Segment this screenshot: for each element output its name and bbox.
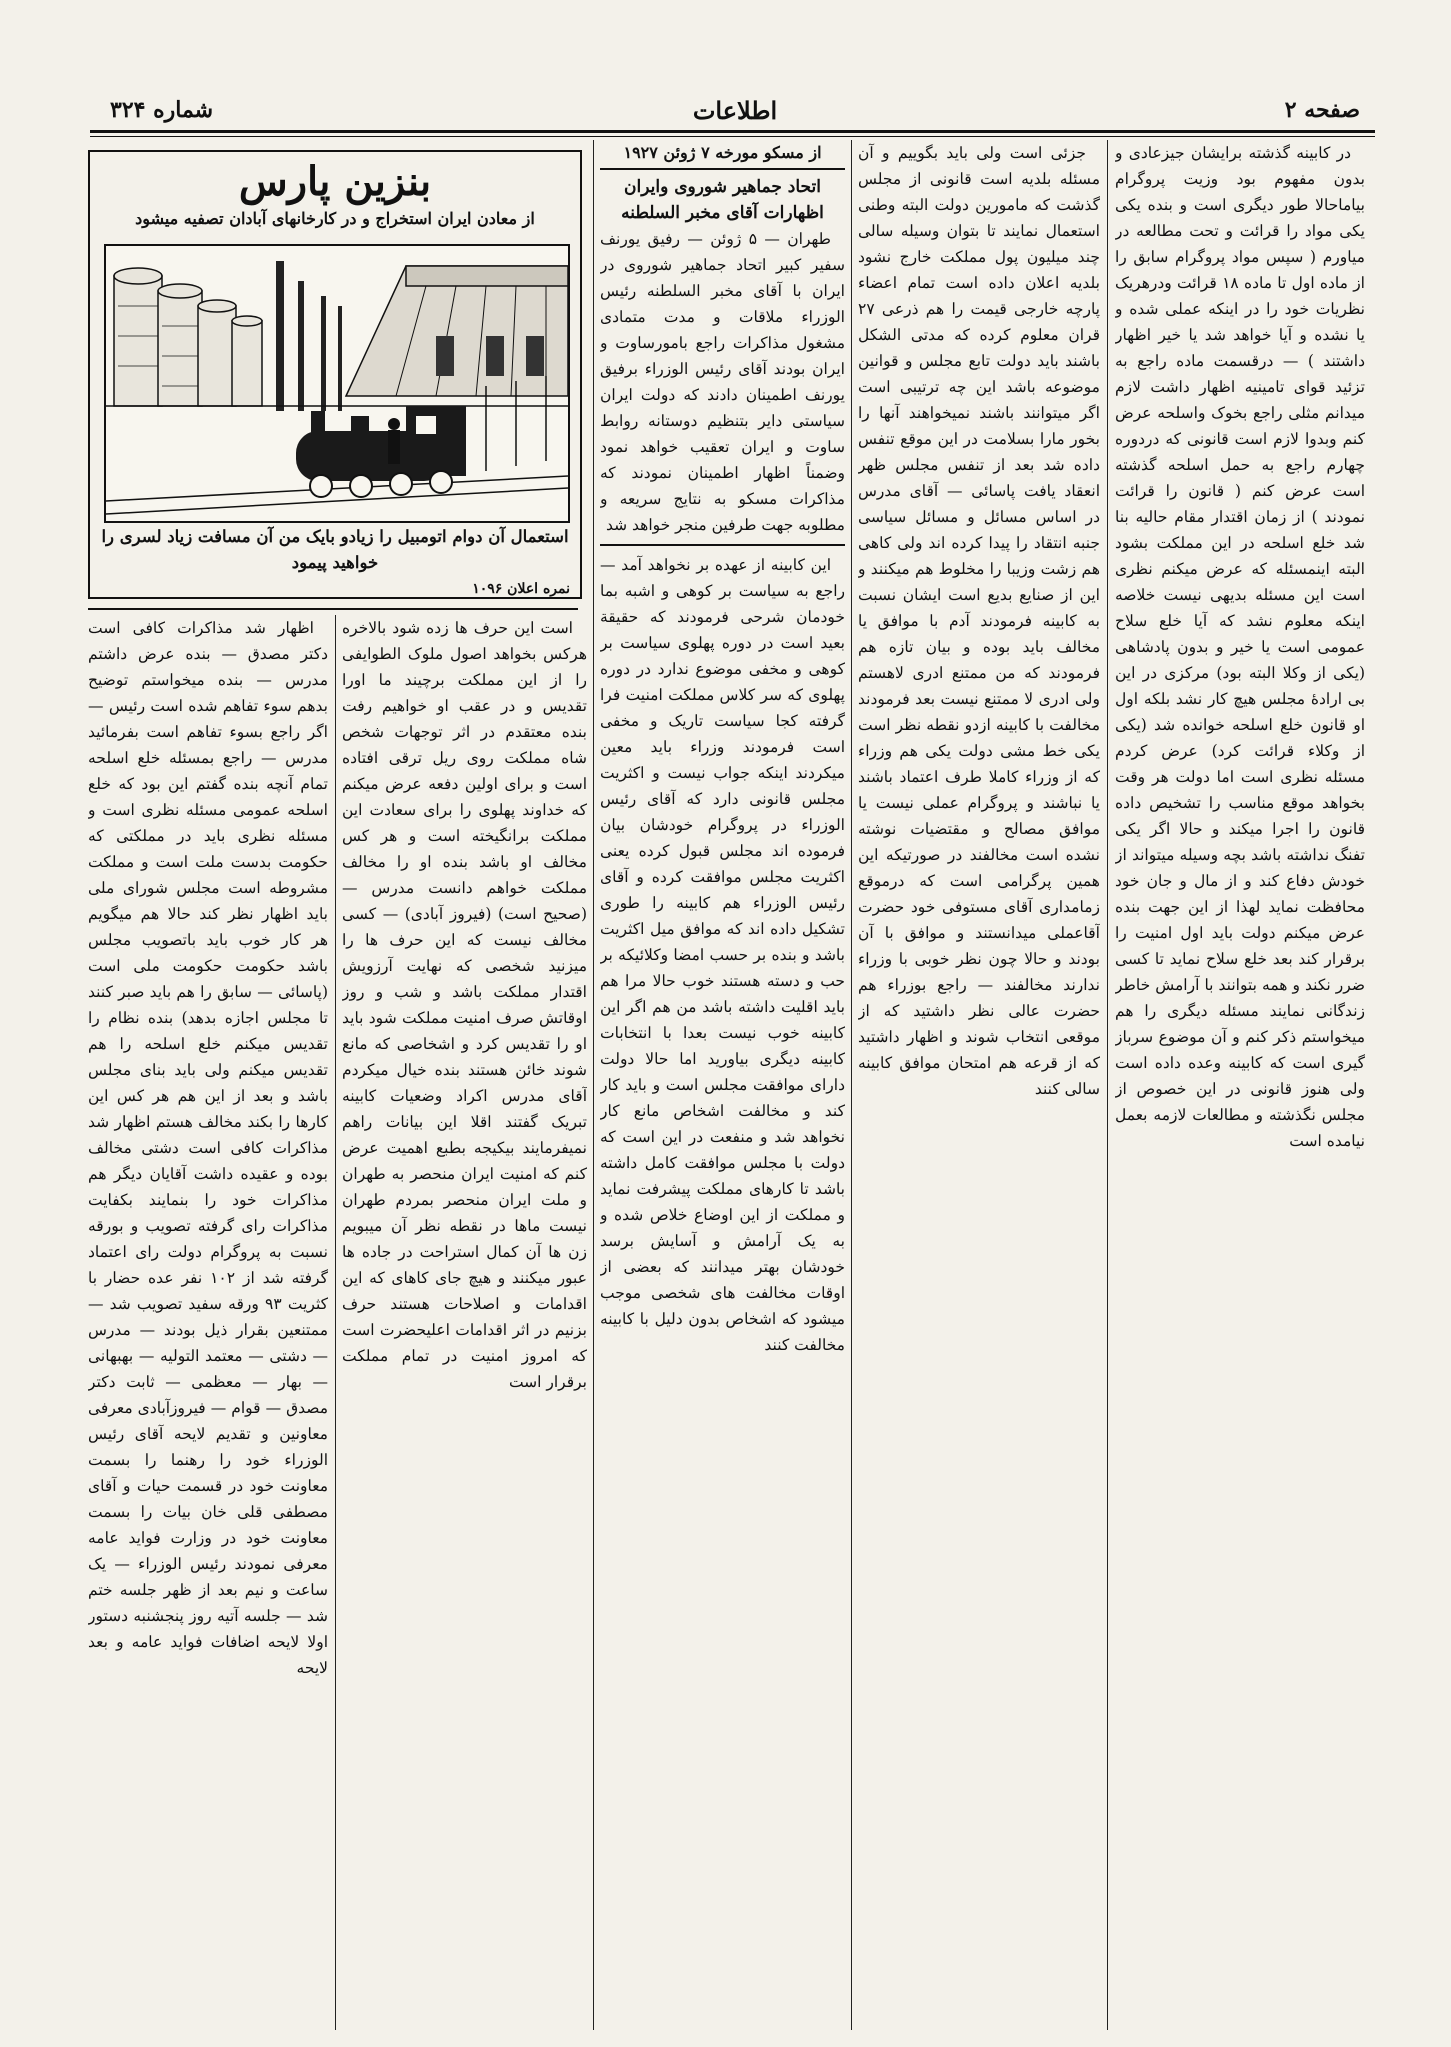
column-text: این کابینه از عهده بر نخواهد آمد — راجع به سیاست بر کوهی و اشبه بما خودمان شرحی فرمودند که حقیقة بعید است در دوره پهلوی سیاست بر کوهی و مخفی موضوع ندارد در دوره پهلوی که سر کلاس مملکت امنیت فرا گرفته کجا سیاست تاریک و مخفی است فرمودند وزراء باید معین میکردند اینکه جواب نیست و اکثریت مجلس قانونی دارد که آقای رئیس الوزراء در پروگرام خودشان بیان فرموده اند مجلس قبول کرده یعنی اکثریت مجلس موافقت کرده و آقای رئیس الوزراء هم کابینه را طوری تشکیل داده اند که موافق میل اکثریت باشد و بنده بر حسب امضا وکلائیکه بر حب و دسته هستند خوب حالا مرا هم باید اقلیت داشته باشد من هم اگر این کابینه خوب نیست بعدا با انتخابات کابینه دیگری بیاورید اما حالا دولت دارای موافقت مجلس است و باید کار کند و مخالفت اشخاص مانع کار نخواهد شد و منفعت در این است که دولت با مجلس موافقت کامل داشته باشد تا کارهای مملکت پیشرفت نماید و مملکت از این اوضاع خلاص شده و به یک آرامش و آسایش برسد خودشان بهتر میدانند که بعضی از اوقات مخالفت های شخصی موجب میشود که اشخاص بدون دلیل با کابینه مخالفت کنند — [600, 556, 845, 1354]
column-rule — [593, 140, 594, 2030]
article-column-2 — [858, 140, 1100, 2030]
ad-number-line — [100, 576, 570, 602]
column-rule — [335, 615, 336, 2030]
ad-title: بنزین پارس — [238, 158, 432, 205]
issue-number: شماره ۳۲۴ — [110, 97, 214, 123]
refinery-illustration — [104, 244, 570, 523]
petrol-advertisement — [88, 150, 582, 599]
ad-caption: استعمال آن دوام اتومبیل را زیادو بایک من آن مسافت زیاد لسری را خواهید پیمود — [101, 527, 569, 572]
page-number: صفحه ۲ — [1284, 97, 1360, 123]
refinery-drawing — [106, 246, 568, 521]
cable-divider — [600, 544, 845, 546]
cable-body: طهران — ۵ ژوئن — رفیق یورنف سفیر کبیر اتحاد جماهیر شوروی در ایران با آقای مخبر السلطنه رئیس الوزراء ملاقات و مدت متمادی مشغول مذاکرات راجع بامورساوت و ایران بودند آقای رئیس الوزراء برفیق یورنف اطمینان دادند که دولت ایران سیاستی دایر بتنظیم دوستانه روابط ساوت و ایران تعقیب خواهد نمود وضمناً اظهار اطمینان نمودند که مذاکرات مسکو به نتایج سریعه و مطلوبه جهت طرفین منجر خواهد شد — [600, 230, 845, 534]
column-text: اظهار شد مذاکرات کافی است دکتر مصدق — بنده عرض داشتم مدرس — بنده میخواستم توضیح بدهم سوء تفاهم شده است رئیس — اگر راجع بسوء تفاهم است بفرمائید مدرس — راجع بمسئله خلع اسلحه تمام آنچه بنده گفتم این بود که خلع اسلحه عمومی مسئله نظری است و مسئله نظری باید در مملکتی که حکومت بدست ملت است و مملکت مشروطه است مجلس شورای ملی باید اظهار نظر کند حالا هم میگویم هر کار خوب باید باتصویب مجلس باشد حکومت حکومت ملی است (پاسائی — سابق را هم باید صبر کنند تا مجلس اجازه بدهد) بنده نظام را تقدیس میکنم خلع اسلحه را هم تقدیس میکنم ولی باید بنای مجلس باشد و بعد از این هم هر کس این کارها را بکند مخالف هستم اظهار شد مذاکرات کافی است دشتی مخالف بوده و عقیده داشت آقایان دیگر هم مذاکرات خود را بنمایند بکفایت مذاکرات رای گرفته تصویب و بورقه نسبت به پروگرام دولت رای اعتماد گرفته شد از ۱۰۲ نفر عده حضار با کثریت ۹۳ ورقه سفید تصویب شد — ممتنعین بقرار ذیل بودند — مدرس — دشتی — معتمد التولیه — بهبهانی — بهار — معظمی — ثابت دکتر مصدق — قوام — فیروزآبادی معرفی معاونین و تقدیم لایحه آقای رئیس الوزراء خود را رهنما را بسمت معاونت خود در قسمت حیات و آقای مصطفی قلی خان بیات را بسمت معاونت خود در وزارت فواید عامه معرفی نمودند رئیس الوزراء — یک ساعت و نیم بعد از ظهر جلسه ختم شد — جلسه آتیه روز پنجشنبه دستور اولا لایحه اضافات فواید عامه و بعد لایحه — [88, 619, 328, 1677]
article-column-4 — [342, 615, 587, 2030]
ad-caption-block — [100, 524, 570, 602]
column-rule — [851, 140, 852, 2030]
column-text: در کابینه گذشته برایشان جیزعادی و بدون مفهوم بود وزیت پروگرام بیاماحالا طور دیگری است و بنده یکی یکی مواد را قرائت و تحت مطالعه در میاورم ( سپس مواد پروگرام سابق را از ماده اول تا ماده ۱۸ قرائت ودرهریک نظریات خود را در اینکه عملی شده و یا نشده و آیا خواهد شد یا خیر اظهار داشتند ) — درقسمت ماده راجع به تزئید قوای تامینیه اظهار داشت لازم میدانم مثلی راجع بخوک واسلحه عرض کنم وبدوا لازم است قانونی که دردوره چهارم راجع به حمل اسلحه گذشته است عرض کنم ( قانون را قرائت نمودند ) از زمان اقتدار مقام حالیه بنا شد خلع اسلحه در این مملکت بشود البته اینمسئله که عرض میکنم نظری است این مسئله بدیهی نیست خلاصه اینکه معلوم نشد که آیا خلع سلاح عمومی است یا خیر و بدون پادشاهی (یکی از وکلا البته بود) مرکزی در این بی ارادۀ مجلس هیچ کار نشد بلکه اول او قانون خلع اسلحه خوانده شد (یکی از وکلاء قرائت کرد) عرض کردم مسئله نظری است اما دولت هر وقت بخواهد موقع مناسب را تشخیص داده قانون را اجرا میکند و حالا اگر یکی تفنگ نداشته باشد بچه وسیله میتواند از خودش دفاع کند و از مال و جان خود محافظت نماید لهذا از این جهت بنده عرض میکنم دولت باید اول امنیت را برقرار کند بعد خلع سلاح نماید تا کسی ضرر نکند و همه بتوانند با آرامش خاطر زندگانی نمایند مسئله دیگری را هم میخواستم ذکر کنم و آن موضوع سرباز گیری است که کابینه وعده داده است ولی هنوز قانونی در این خصوص از مجلس نگذشته و مطالعات لازمه بعمل نیامده است — [1115, 144, 1365, 1150]
header-rule-thin — [90, 136, 1375, 137]
ad-number: نمره اعلان ۱۰۹۶ — [472, 581, 570, 597]
masthead-title: اطلاعات — [692, 95, 778, 125]
column-text: جزئی است ولی باید بگوییم و آن مسئله بلدیه است قانونی از مجلس گذشت که مامورین دولت البته وطنی استعمال نمایند تا بتوان وسیله سالی چند میلیون پول مملکت خارج نشود بلدیه اعلان داده است تمام اعضاء پارچه خارجی قیمت را هم ذرعی ۲۷ قران معلوم کرده که مدتی الشکل باشند باید دولت تابع مجلس و قوانین موضوعه باشد این چه ترتیبی است اگر میتوانند باشند نمیخواهند آنها را بخور مارا بسلامت در این موقع تنفس داده شد بعد از تنفس مجلس ظهر انعقاد یافت پاسائی — آقای مدرس در اساس مسائل و مسائل سیاسی جنبه انتقاد را پیدا کرده اند ولی کاهی هم زشت وزیبا را مخلوط هم میکنند و این از صنایع بدیع است ایشان نسبت به کابینه فرمودند آدم با موافق یا مخالف باید بوده و بیان تازه هم فرمودند که من ممتنع ادری لاهستم ولی ادری لا ممتنع نیست بعد فرمودند مخالفت با کابینه ازدو نقطه نظر است یکی خط مشی دولت یکی هم وزراء که از وزراء کاملا طرف اعتماد باشند یا نباشند و پروگرام عملی نیست یا موافق مصالح و مقتضیات نوشته نشده است مخالفند در صورتیکه این همین پرگرامی است که درموقع زمامداری آقای مستوفی خود حضرت آقاعملی میدانستند و موافق با آن بودند و حالا چون نظر خوبی با وزراء ندارند مخالفند — راجع بوزراء هم حضرت عالی نظر داشتید که از موقعی انتخاب شوند و اظهار داشتید که از قرعه هم امتحان موافق کابینه سالی کنند — [858, 144, 1100, 1098]
cable-dateline: از مسکو مورخه ۷ ژوئن ۱۹۲۷ — [600, 140, 845, 170]
column-text: است این حرف ها زده شود بالاخره هرکس بخواهد اصول ملوک الطوایفی را از این مملکت برچیند ما اورا تقدیس و در عقب او خواهیم رفت بنده معتقدم در اثر توجهات شخص شاه مملکت روی ریل ترقی افتاده است و برای اولین دفعه عرض میکنم که خداوند پهلوی را برای سعادت این مملکت برانگیخته است و هر کس مخالف او باشد بنده او را مخالف مملکت خواهم دانست مدرس — (صحیح است) (فیروز آبادی) — کسی مخالف نیست که این حرف ها را میزنید شخصی که نهایت آرزویش اقتدار مملکت باشد و شب و روز اوقاتش صرف امنیت مملکت شود باید او را تقدیس کرد و اشخاصی که مانع شوند خائن هستند بنده خیال میکردم آقای مدرس اکراد وضعیات کابینه تبریک گفتند اقلا این بیانات راهم نمیفرمایند بیکیجه بطبع اهمیت عرض کنم که امنیت ایران منحصر به طهران و ملت ایران منحصر بمردم طهران نیست ماها در نقطه نظر آن میبویم زن ها آن کمال استراحت در جاده ها عبور میکنند و هیچ جای کاهای که این اقدامات و اصلاحات هستند حرف بزنیم در اثر اقدامات اعلیحضرت است که امروز امنیت در تمام مملکت برقرار است — [342, 619, 587, 1391]
article-column-5 — [88, 615, 328, 2030]
header-rule — [90, 130, 1375, 133]
ad-divider — [88, 608, 578, 610]
article-column-1 — [1115, 140, 1365, 2030]
column-rule — [1107, 140, 1108, 2030]
cable-title: اتحاد جماهیر شوروی وایران — [624, 177, 821, 197]
article-column-3 — [600, 140, 845, 2030]
ad-subtitle: از معادن ایران استخراج و در کارخانهای آبادان تصفیه میشود — [135, 209, 535, 228]
cable-subtitle: اظهارات آقای مخبر السلطنه — [621, 203, 824, 223]
page-header — [110, 90, 1360, 130]
